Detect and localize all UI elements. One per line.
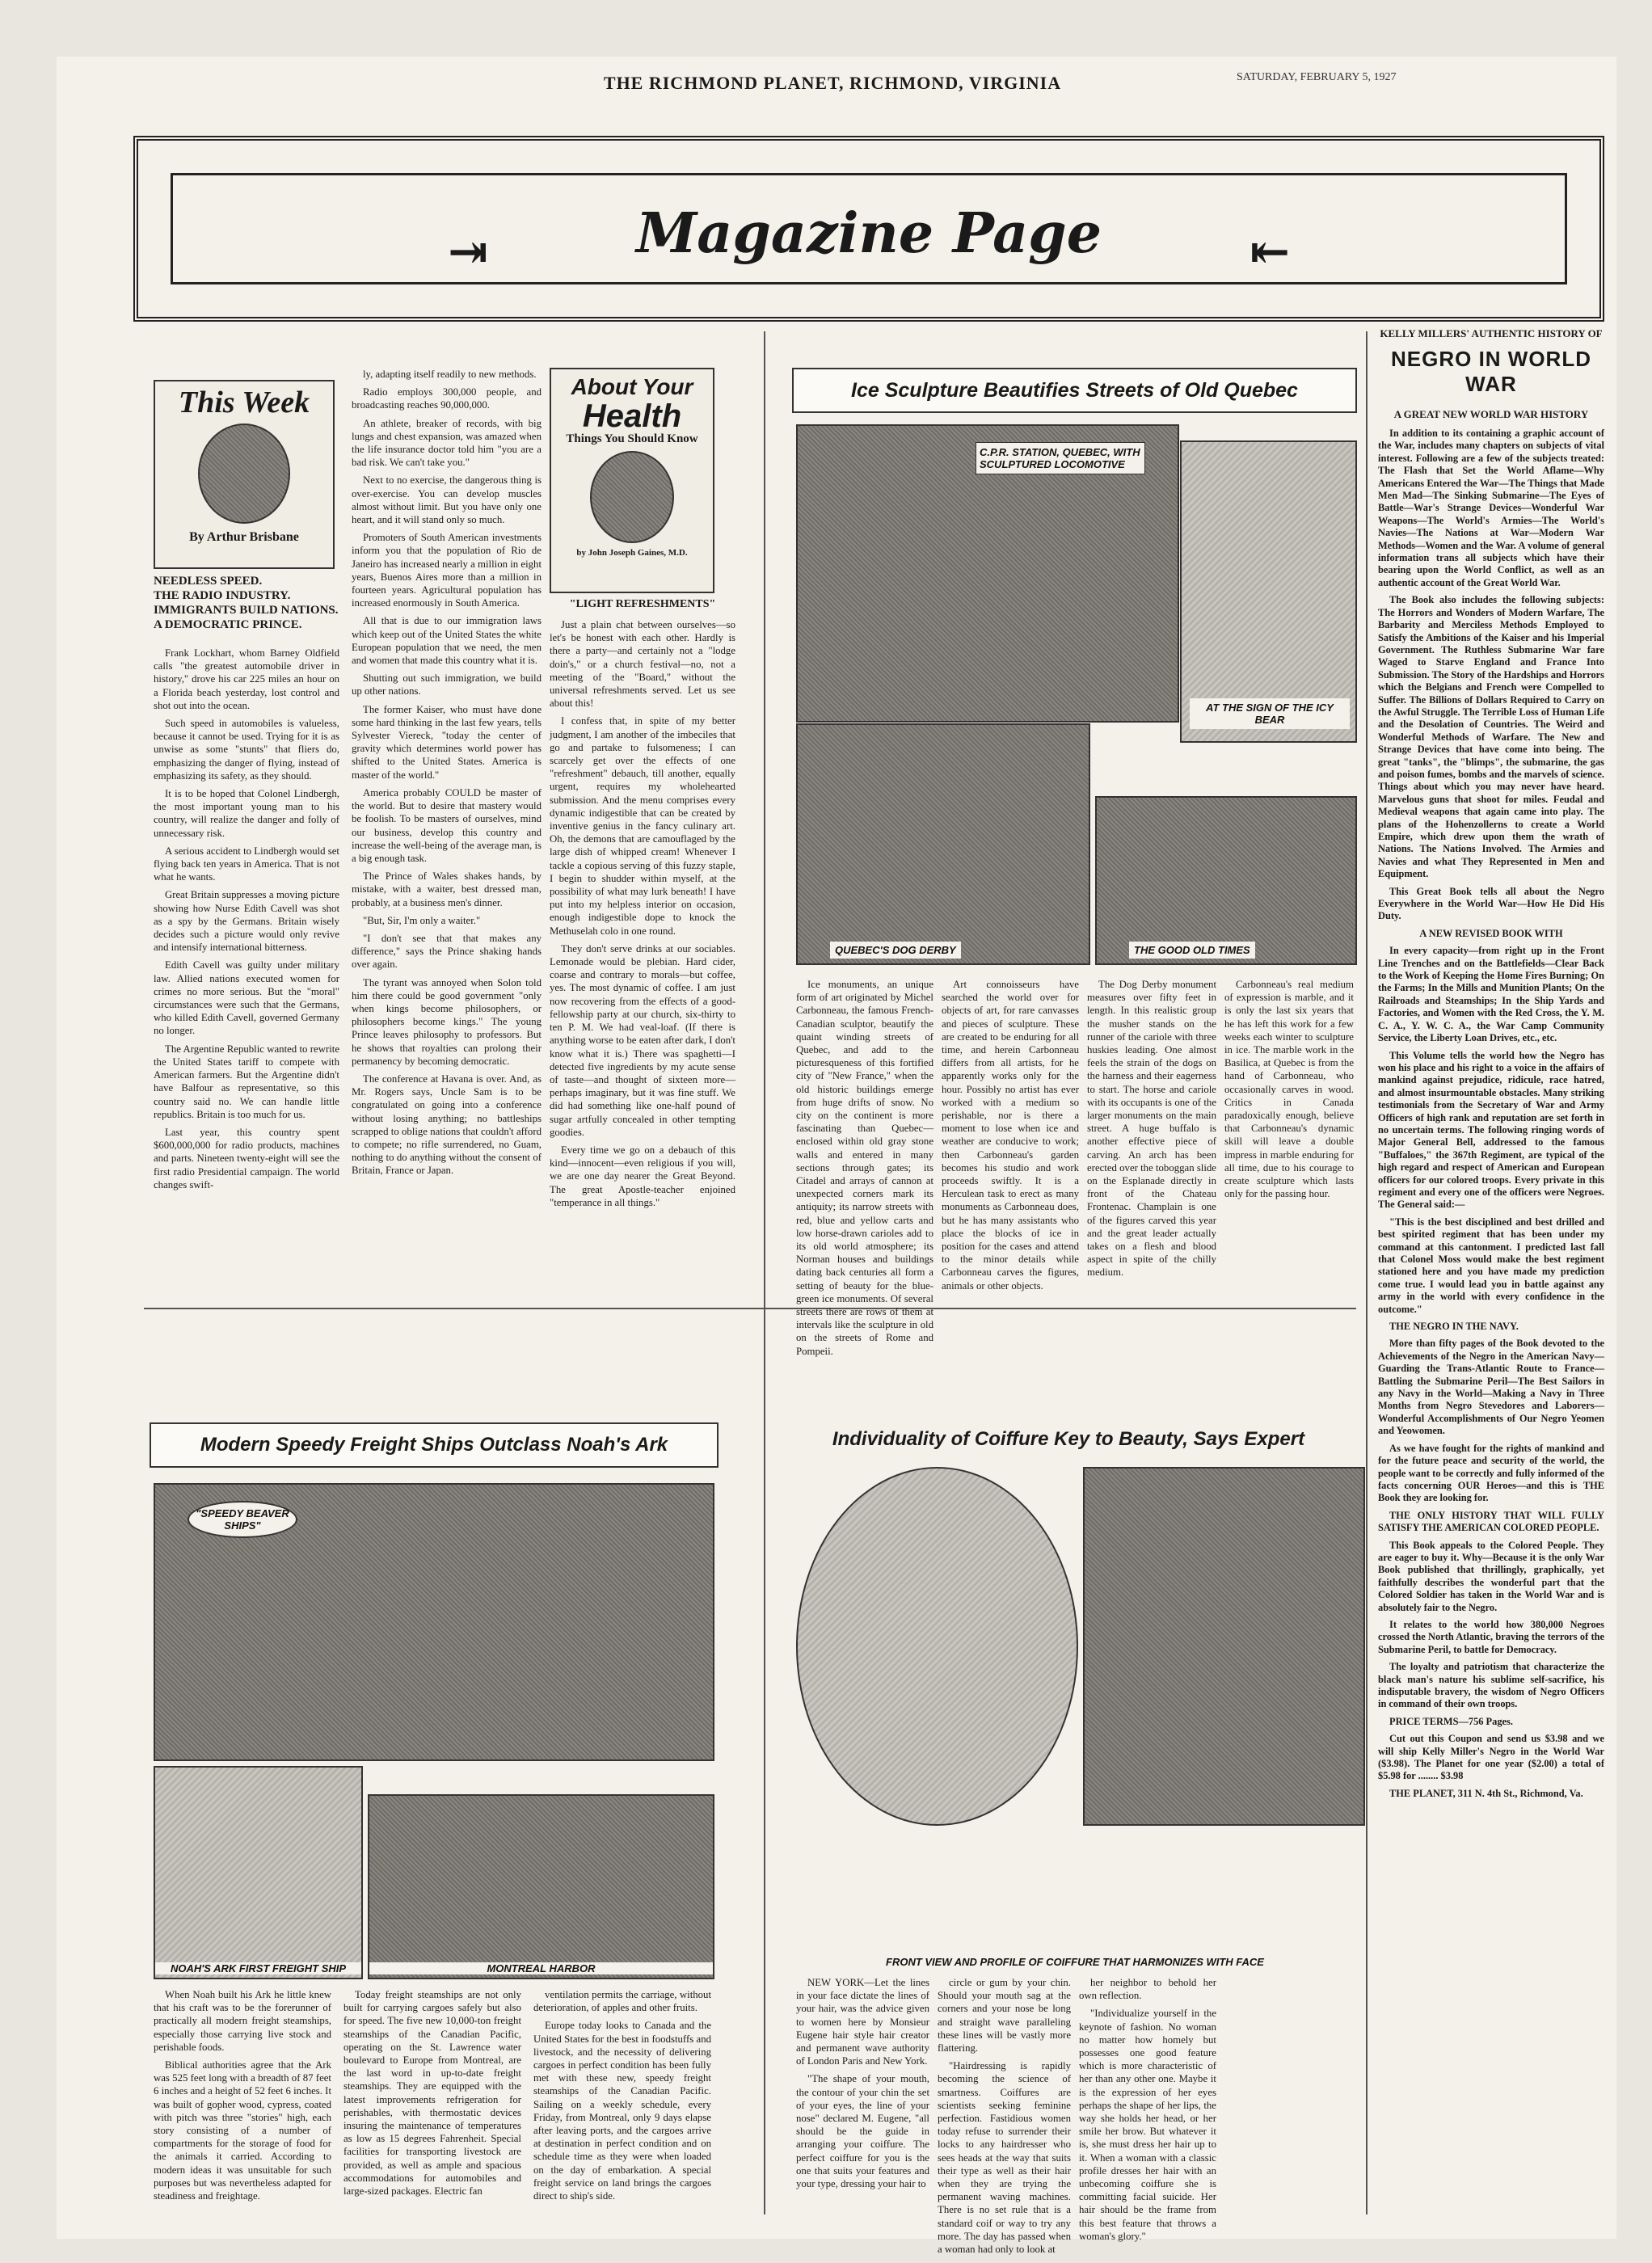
- quebec-col-4: [1224, 978, 1354, 1293]
- paragraph: Just a plain chat between ourselves—so let's be honest with each other. Hardly is there a party—and certainly not a "lodge doin's," or a church festival—no, not a meeting of the "Board," without the universal refreshments served. Let us see about this!: [550, 619, 735, 710]
- paragraph: Every time we go on a debauch of this kind—innocent—even religious if you will, we are one day nearer the Great Beyond. The great Apostle-teacher enjoined "temperance in all things.": [550, 1144, 735, 1208]
- health-column: [550, 618, 735, 1293]
- ships-col-3: [533, 1988, 711, 2215]
- topic: THE RADIO INDUSTRY.: [154, 589, 291, 602]
- quebec-col-2: [942, 978, 1079, 1293]
- front-view-photo: [796, 1467, 1078, 1826]
- paragraph: This Great Book tells all about the Negro Everywhere in the World War—How He Did His Duty.: [1378, 885, 1604, 922]
- paragraph: NEW YORK—Let the lines in your face dictate the lines of your hair, was the advice given to women here by Monsieur Eugene hair style hair creator and permanent wave authority of London Paris and New York.: [796, 1977, 929, 2067]
- paragraph: In addition to its containing a graphic account of the War, includes many chapters on subjects of vital interest. Following are a few of the subjects treated: The Flash that Set the World Aflame—Why Americans Entered the War—The Things that Made Men Mad—The Sinking Submarine—The Eyes of Battle—War's Strange Devices—Wonderful War Weapons—The World's Armies—The World's Navies—The Nations at War—Modern War Methods—Women and the War. A volume of general information trans all subjects which have their bearing upon the World Conflict, as well as an authentic account of the Great World War.: [1378, 428, 1604, 588]
- paragraph: Next to no exercise, the dangerous thing is over-exercise. You can develop muscles almost without limit. But you have only one heart, and it will stand only so much.: [352, 474, 542, 526]
- quebec-col-1: [796, 978, 933, 1357]
- paragraph: Edith Cavell was guilty under military law. Allied nations executed women for crimes no more serious. But the "moral" circumstances were such that the Germans, who killed Edith Cavell, governed Germany no longer.: [154, 959, 339, 1037]
- ships-title: Modern Speedy Freight Ships Outclass Noah's Ark: [150, 1422, 719, 1468]
- paragraph: Biblical authorities agree that the Ark was 525 feet long with a breadth of 87 feet 6 inches and a height of 52 feet 6 inches. It was built of gopher wood, cypress, coated with pitch was three "stories" high, each story consisting of a number of compartments for the storage of food for the animals it carried. According to modern ideas it was unsuitable for such purposes but was nevertheless adapted for steadiness and freightage.: [154, 2059, 331, 2202]
- date-line: SATURDAY, FEBRUARY 5, 1927: [1237, 71, 1397, 83]
- paragraph: Europe today looks to Canada and the United States for the best in foodstuffs and livestock, and the necessity of delivering cargoes in perfect condition has been fully met with these new, speedy freight steamships of the Canadian Pacific. Sailing on a weekly schedule, every Friday, from Montreal, only 9 days elapse after leaving ports, and the cargoes arrive at destination in perfect condition and on schedule time as they were when loaded on the day of embarkation. A special freight service on land brings the cargoes direct to ship's side.: [533, 2020, 711, 2202]
- paragraph: "I don't see that that makes any difference," says the Prince shaking hands over again.: [352, 932, 542, 971]
- paragraph: A serious accident to Lindbergh would set flying back ten years in America. That is not what he wants.: [154, 845, 339, 883]
- this-week-topics: [154, 574, 339, 632]
- paragraph: It relates to the world how 380,000 Negroes crossed the North Atlantic, braving the terrors of the Submarine Peril, to battle for Democracy.: [1378, 1618, 1604, 1655]
- paragraph: "This is the best disciplined and best drilled and best spirited regiment that has been under my command at this cantonment. I predicted last fall that Colonel Moss would make the best regiment stationed here and you have made my prediction come true. I would lead you in battle against any army in the world with every confidence in the outcome.": [1378, 1216, 1604, 1315]
- left-ornament-icon: ⇥: [448, 225, 489, 279]
- health-byline: by John Joseph Gaines, M.D.: [576, 548, 688, 558]
- paragraph: Radio employs 300,000 people, and broadcasting reaches 90,000,000.: [352, 386, 542, 411]
- section-title: Magazine Page: [636, 201, 1102, 266]
- freight-ship-photo: [154, 1483, 714, 1761]
- health-logo: [550, 368, 714, 593]
- good-old-times-photo: [1095, 796, 1357, 965]
- ad-body: [1378, 428, 1604, 2173]
- coiffure-col-3: [1079, 1976, 1216, 2242]
- this-week-byline: By Arthur Brisbane: [189, 530, 299, 544]
- paragraph: It is to be hoped that Colonel Lindbergh, the most important young man to his country, will realize the danger and folly of unnecessary risk.: [154, 788, 339, 839]
- paragraph: More than fifty pages of the Book devoted to the Achievements of the Negro in the American Navy—Guarding the Trans-Atlantic Route to France—Battling the Submarine Peril—The Best Sailors in any Navy in the World—Making a Navy in Three Months from Negro Stevedores and Laborers—Wonderful Accomplishments of Our Negro Yeomen and Yeowomen.: [1378, 1338, 1604, 1437]
- brisbane-column-2: [352, 368, 542, 1293]
- topic: IMMIGRANTS BUILD NATIONS.: [154, 604, 339, 617]
- section-banner: [133, 136, 1604, 322]
- paragraph: As we have fought for the rights of mankind and for the future peace and security of the world, the people want to be correctly and fully informed of the facts concerning OUR Heroes—and this is THE Book they are looking for.: [1378, 1442, 1604, 1504]
- paragraph: America probably COULD be master of the world. But to desire that mastery would be foolish. To be masters of ourselves, mind our business, develop this country and increase the well-being of the average man, is a big enough task.: [352, 786, 542, 864]
- paragraph: Such speed in automobiles is valueless, because it cannot be used. Trying for it is as unwise as some "stunts" that fliers do, emphasizing the danger of flying, instead of emphasizing its safety, as they should.: [154, 718, 339, 782]
- paragraph: THE ONLY HISTORY THAT WILL FULLY SATISFY THE AMERICAN COLORED PEOPLE.: [1378, 1509, 1604, 1534]
- ad-revised-heading: A NEW REVISED BOOK WITH: [1419, 927, 1563, 939]
- gaines-portrait: [590, 451, 674, 543]
- paragraph: The former Kaiser, who must have done some hard thinking in the last few years, tells Sylvester Viereck, "today the center of gravity which determines world power has shifted to the United States. America is master of the world.": [352, 703, 542, 781]
- right-ornament-icon: ⇤: [1249, 225, 1290, 279]
- photo-caption: QUEBEC'S DOG DERBY: [830, 942, 961, 959]
- paragraph: "The shape of your mouth, the contour of your chin the set of your eyes, the line of your nose" declared M. Eugene, "all should be the guide in arranging your coiffure. The perfect coiffure for you is the one that suits your features and your type, dressing your hair to: [796, 2073, 929, 2190]
- paragraph: This Volume tells the world how the Negro has won his place and his right to a voice in the affairs of mankind against prejudice, ridicule, race hatred, and almost insurmountable obstacles. Many striking testimonials from the Secretary of War and Army Officers of high rank and reputation are set forth in no uncertain terms. The following ringing words of Major General Bell, addressed to the famous "Buffaloes," the 367th Regiment, are typical of the high regard and respect of American and European officers for our colored troops. Every private in this regiment and every one of the officers were Negroes. The General said:—: [1378, 1049, 1604, 1211]
- paragraph: Today freight steamships are not only built for carrying cargoes safely but also for speed. The five new 10,000-ton freight steamships of the Canadian Pacific, operating on the St. Lawrence water boulevard to Europe from Montreal, are the last word in up-to-date freight steamships. They are equipped with the latest improvements refrigeration for perishables, with thermostatic devices insuring the maintenance of temperatures as low as 15 degrees Fahrenheit. Special facilities for transporting livestock are provided, as well as ample and spacious accommodations for automobiles and large-sized packages. Electric fan: [343, 1989, 521, 2198]
- paragraph: Promoters of South American investments inform you that the population of Rio de Janeiro has increased nearly a million in eight years, Buenos Aires more than a million in fourteen years. Agricultural population has increased enormously in South America.: [352, 532, 542, 609]
- paragraph: The Dog Derby monument measures over fifty feet in length. In this realistic group the musher stands on the runner of the cariole with three huskies leading. One almost feels the strain of the dogs on the harness and their eagerness to start. The horse and cariole with its occupants is one of the larger monuments on the main street. A huge buffalo is another effective piece of carving. An arch has been erected over the toboggan slide on the Esplanade directly in front of the Chateau Frontenac. Champlain is one of the figures carved this year and the great leader actually takes on a flesh and blood aspect in spite of the chilly medium.: [1087, 979, 1216, 1279]
- column-rule: [764, 331, 765, 2215]
- paragraph: An athlete, breaker of records, with big lungs and chest expansion, was amazed when the life insurance doctor told him "you are a bad risk. We can't take you.": [352, 417, 542, 469]
- paragraph: her neighbor to behold her own reflection.: [1079, 1977, 1216, 2002]
- health-logo-line1: About Your: [571, 374, 693, 399]
- this-week-column: [154, 647, 339, 1293]
- profile-view-photo: [1083, 1467, 1365, 1826]
- paragraph: "Hairdressing is rapidly becoming the science of smartness. Coiffures are scientists seeking feminine perfection. Fastidious women today refuse to surrender their locks to any hairdresser who sees heads at the way that suits their type as well as their hair when they are trying the permanent waving machines. There is no set rule that is a standard coif or way to try any more. The day has passed when a woman had only to look at: [938, 2060, 1071, 2256]
- paragraph: ventilation permits the carriage, without deterioration, of apples and other fruits.: [533, 1989, 711, 2014]
- column-rule: [1366, 331, 1368, 2215]
- health-subtitle: Things You Should Know: [566, 432, 698, 445]
- topic: NEEDLESS SPEED.: [154, 575, 263, 588]
- masthead: THE RICHMOND PLANET, RICHMOND, VIRGINIA: [603, 73, 1062, 93]
- health-headline: "LIGHT REFRESHMENTS": [569, 598, 716, 610]
- ad-title: NEGRO IN WORLD WAR: [1391, 347, 1591, 396]
- paragraph: "But, Sir, I'm only a waiter.": [363, 914, 481, 926]
- paragraph: The Argentine Republic wanted to rewrite the United States tariff to compete with American farmers. But the Argentine didn't have Balfour as representative, so this country said no. We can handle little republics. Britain is too much for us.: [154, 1043, 339, 1120]
- paragraph: I confess that, in spite of my better judgment, I am another of the imbeciles that go and partake to fulsomeness; I can scarcely get over the effects of one "refreshment" debauch, till another, equally urgent, requires my wholehearted submission. And the menu comprises every dynamic indigestible that can be created by inventive genius in the fancy culinary art. Oh, the demons that are camouflaged by the large dish of whipped cream! Whenever I tackle a copious serving of this fuzzy staple, I begin to shudder within myself, at the possibility of what may lurk beneath! I have put into my helpless interior on occasion, enough indigestible dope to knock the Methuselah colo in one round.: [550, 715, 735, 937]
- paragraph: The loyalty and patriotism that characterize the black man's nature his sublime self-sacrifice, his indisputable bravery, the wisdom of Negro Officers in command of their own troops.: [1378, 1661, 1604, 1710]
- paragraph: In every capacity—from right up in the Front Line Trenches and on the Battlefields—Clear Back to the Work of Keeping the Home Fires Burning; On the Farms; In the Mills and Munition Plants; On the Railroads and Steamships; In the Ship Yards and Factories, and Women with the Red Cross, the Y. M. C. A., Y. W. C. A., the War Camp Community Service, the Liberty Loan Drives, etc., etc.: [1378, 945, 1604, 1044]
- paragraph: "Individualize yourself in the keynote of fashion. No woman no matter how homely but possesses one good feature which is more characteristic of her than any other one. Maybe it is the expression of her eyes perhaps the shape of her lips, the way she holds her head, or her smile her brow. But whatever it is, she must dress her hair up to it. When a woman with a classic profile dresses her hair with an unbecoming coiffure she is committing facial suicide. Her hair should be the frame from this best feature that throws a woman's glory.": [1079, 2008, 1216, 2242]
- photo-caption: NOAH'S ARK FIRST FREIGHT SHIP: [155, 1962, 361, 1974]
- ad-kicker: KELLY MILLERS' AUTHENTIC HISTORY OF: [1380, 327, 1603, 339]
- speedy-beaver-badge: "SPEEDY BEAVER SHIPS": [188, 1501, 297, 1538]
- health-logo-line2: Health: [582, 398, 682, 434]
- photo-caption: AT THE SIGN OF THE ICY BEAR: [1190, 698, 1350, 729]
- coiffure-title: Individuality of Coiffure Key to Beauty, Says Expert: [832, 1428, 1305, 1450]
- dog-derby-photo: [796, 723, 1090, 965]
- paragraph: Art connoisseurs have searched the world over for objects of art, for rare canvasses and pieces of sculpture. These are created to be enduring for all time, and herein Carbonneau differs from all artists, for he apparently works only for the hour. Possibly no artist has ever worked with a medium so perishable, nor is there a moment to lose when ice and weather are conducive to work; then Carbonneau's garden becomes his studio and work proceeds swiftly. It is a Herculean task to erect as many monuments as Carbonneau does, but he has many assistants who place the blocks of ice in position for the cases and attend to the minor details while Carbonneau carves the figures, animals or other objects.: [942, 979, 1079, 1292]
- brisbane-portrait: [198, 424, 290, 524]
- ships-col-2: [343, 1988, 521, 2215]
- ad-subtitle: A GREAT NEW WORLD WAR HISTORY: [1393, 408, 1589, 420]
- paragraph: When Noah built his Ark he little knew that his craft was to be the forerunner of practically all modern freight steamships, especially those carrying live stock and perishable foods.: [154, 1989, 331, 2053]
- ad-order-coupon: Cut out this Coupon and send us $3.98 and we will ship Kelly Miller's Negro in the World War ($3.98). The Planet for one year ($2.00) a total of $5.98 for ........ $3.98: [1378, 1733, 1604, 1782]
- photo-caption: C.P.R. STATION, QUEBEC, WITH SCULPTURED LOCOMOTIVE: [976, 442, 1145, 474]
- paragraph: THE NEGRO IN THE NAVY.: [1389, 1321, 1519, 1333]
- paragraph: Ice monuments, an unique form of art originated by Michel Carbonneau, the famous French-Canadian sculptor, beautify the quaint winding streets of Quebec, and add to the picturesqueness of this fortified city of "New France," when the old historic buildings emerge from huge drifts of snow. No city on the continent is more fascinating than Quebec—enclosed within old gray stone walls and entered in many sections through gates; its Citadel and arrays of cannon at unexpected corners mark its antiquity; its narrow streets with red, blue and yellow carts and low horse-drawn carioles add to its old world atmosphere; its Norman houses and buildings dating back centuries all form a setting of beauty for the blue-green ice monuments. Of several streets there are rows of them at intervals like the sculpture in old on the streets of Rome and Pompeii.: [796, 979, 933, 1357]
- coiffure-caption: FRONT VIEW AND PROFILE OF COIFFURE THAT HARMONIZES WITH FACE: [886, 1956, 1264, 1968]
- paragraph: This Book appeals to the Colored People. They are eager to buy it. Why—Because it is the only War Book published that thrillingly, graphically, yet faithfully describes the wonderful part that the Colored Soldier has taken in the World War and is absolutely fair to the Negro.: [1378, 1539, 1604, 1613]
- paragraph: Shutting out such immigration, we build up other nations.: [352, 672, 542, 697]
- banner-frame: [171, 173, 1567, 284]
- cpr-station-photo: [796, 424, 1179, 723]
- photo-caption: MONTREAL HARBOR: [369, 1962, 713, 1974]
- paragraph: The Book also includes the following subjects: The Horrors and Wonders of Modern Warfare, The Barbarity and Merciless Methods Employed to Satisfy the Ambitions of the Kaiser and his Imperial Government. The Ruthless Submarine War fare Waged to Starve England and France Into Submission. The Story of the Hardships and Horrors which the Belgians and French were Compelled to Suffer. The Billions of Dollars Required to Carry on the Awful Struggle. The Terrible Loss of Human Life and the Desolation of Countries. The Weird and Wonderful Methods of Warfare. The New and Strange Devices that have come into being. The great "tanks", the "blimps", the submarine, the gas and poison fumes, bombs and the marvels of science. Things about which you may never have heard. Marvelous guns that shoot for miles. Feudal and Medieval weapons that again came into play. The plans of the Hohenzollerns to create a World Empire, which drew upon them the wrath of Nations. The Nations Involved. The Armies and Navies and what They Represented in Men and Equipment.: [1378, 594, 1604, 880]
- paragraph: circle or gum by your chin. Should your mouth sag at the corners and your nose be long and straight wave paralleling these lines will be vastly more flattering.: [938, 1977, 1071, 2054]
- paragraph: They don't serve drinks at our sociables. Lemonade would be plebian. Hard cider, coarse and contrary to morals—but coffee, yes. The most dynamic of coffee. I am just now recovering from the effects of a good-fellowship party at our church, six-thirty to ten P. M. We had veal-loaf. (If there is anything worse to be eaten after dark, I don't know what it is.) There was spaghetti—I detected five ingredients by my acute sense of taste—and thought of sixteen more—perhaps imaginary, but it was fine stuff. We did had something like one-half pound of sugar artfully concealed in other tempting goodies.: [550, 942, 735, 1138]
- topic: A DEMOCRATIC PRINCE.: [154, 618, 302, 631]
- paragraph: All that is due to our immigration laws which keep out of the United States the white European population that we need, the men and women that made this country what it is.: [352, 615, 542, 667]
- paragraph: Great Britain suppresses a moving picture showing how Nurse Edith Cavell was shot as a spy by the Germans. Britain wisely decides such a picture would only revive and intensify international bitterness.: [154, 889, 339, 954]
- noahs-ark-drawing: [154, 1766, 363, 1979]
- paragraph: Last year, this country spent $600,000,000 for radio products, machines and parts. Nineteen twenty-eight will see the first radio Presidential campaign. The world changes swift-: [154, 1126, 339, 1190]
- photo-caption: THE GOOD OLD TIMES: [1129, 942, 1255, 959]
- paragraph: The tyrant was annoyed when Solon told him there could be good government "only when kings become philosophers, or philosophers become kings." The young Prince leaves philosophy to professors. But he shows that royalties can prolong their permanency by becoming democratic.: [352, 976, 542, 1067]
- paragraph: The conference at Havana is over. And, as Mr. Rogers says, Uncle Sam is to be congratulated on going into a conference without losing anything; no battleships scrapped to oblige nations that couldn't afford to compete; no rifle surrendered, no Guam, nothing to do anything without the consent of Britain, France or Japan.: [352, 1073, 542, 1177]
- this-week-logo: [154, 380, 335, 569]
- paragraph: Carbonneau's real medium of expression is marble, and it is only the last six years that he has left this work for a few weeks each winter to sculpture in ice. The marble work in the Basilica, at Quebec is from the hand of Carbonneau, who occasionally carves in wood. Critics in Canada paradoxically enough, believe that Carbonneau's dynamic skill will leave a double impress in marble enduring for all time, due to his courage to create sculpture which lasts only for the passing hour.: [1224, 979, 1354, 1200]
- coiffure-col-2: [938, 1976, 1071, 2256]
- ad-price: PRICE TERMS—756 Pages.: [1389, 1715, 1513, 1727]
- this-week-title: This Week: [178, 386, 310, 419]
- quebec-title: Ice Sculpture Beautifies Streets of Old Quebec: [792, 368, 1357, 413]
- quebec-col-3: [1087, 978, 1216, 1293]
- ships-col-1: [154, 1988, 331, 2215]
- book-advertisement: [1378, 323, 1604, 2215]
- paragraph: The Prince of Wales shakes hands, by mistake, with a waiter, best dressed man, probably, at a business men's dinner.: [352, 870, 542, 908]
- icy-bear-photo: [1180, 440, 1357, 743]
- ad-address: THE PLANET, 311 N. 4th St., Richmond, Va.: [1389, 1787, 1583, 1799]
- coiffure-col-1: [796, 1976, 929, 2215]
- paragraph: ly, adapting itself readily to new methods.: [363, 369, 537, 380]
- paragraph: Frank Lockhart, whom Barney Oldfield calls "the greatest automobile driver in history," drove his car 225 miles an hour on a Florida beach yesterday, lost control and shot out into the ocean.: [154, 647, 339, 711]
- section-rule: [144, 1308, 1356, 1309]
- montreal-harbor-photo: [368, 1794, 714, 1979]
